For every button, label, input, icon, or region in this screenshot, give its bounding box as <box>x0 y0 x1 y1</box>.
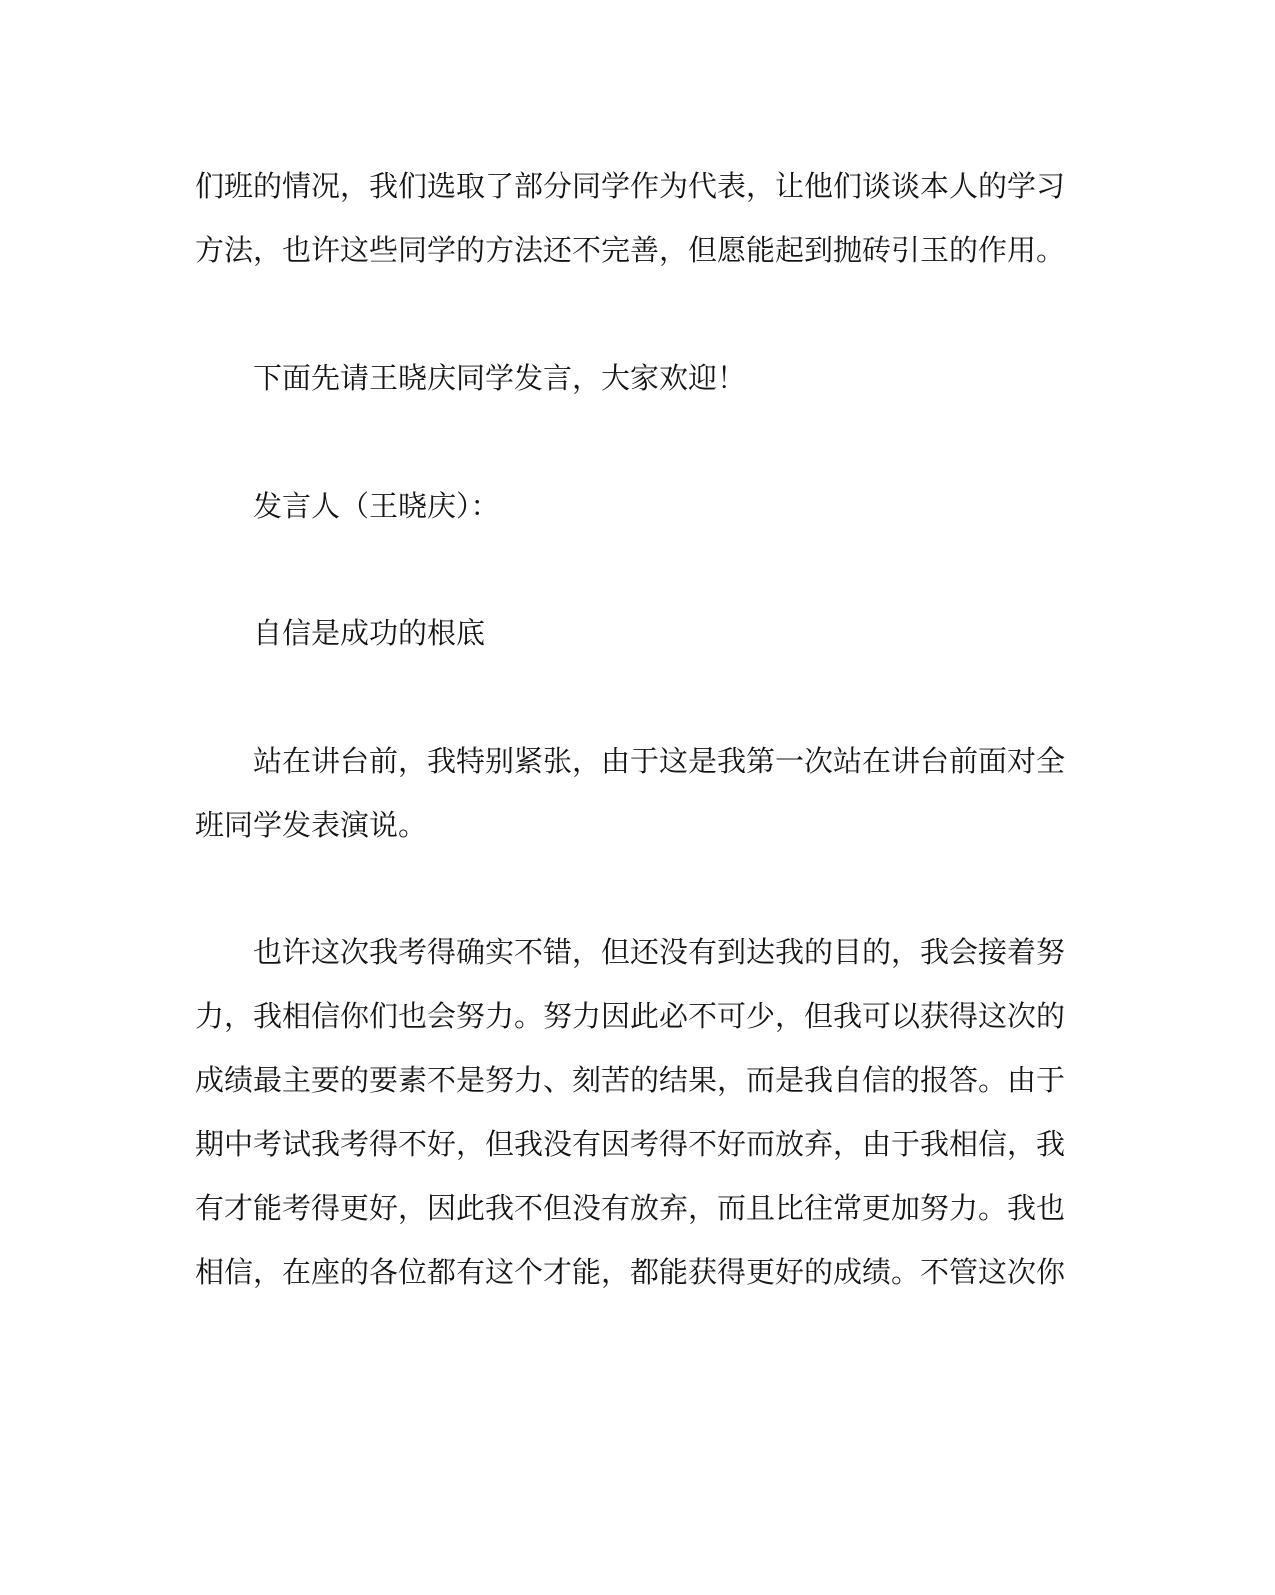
paragraph-line-9: 力，我相信你们也会努力。努力因此必不可少，但我可以获得这次的 <box>195 999 1066 1033</box>
speech-title: 自信是成功的根底 <box>253 616 486 650</box>
paragraph-line-10: 成绩最主要的要素不是努力、刻苦的结果，而是我自信的报答。由于 <box>195 1063 1066 1097</box>
paragraph-line-2: 方法，也许这些同学的方法还不完善，但愿能起到抛砖引玉的作用。 <box>195 233 1066 267</box>
paragraph-line-13: 相信，在座的各位都有这个才能，都能获得更好的成绩。不管这次你 <box>195 1255 1066 1289</box>
paragraph-line-3: 下面先请王晓庆同学发言，大家欢迎！ <box>253 361 747 395</box>
paragraph-line-1: 们班的情况，我们选取了部分同学作为代表，让他们谈谈本人的学习 <box>195 169 1066 203</box>
paragraph-line-11: 期中考试我考得不好，但我没有因考得不好而放弃，由于我相信，我 <box>195 1127 1066 1161</box>
paragraph-line-7: 班同学发表演说。 <box>195 808 428 842</box>
paragraph-line-6: 站在讲台前，我特别紧张，由于这是我第一次站在讲台前面对全 <box>253 744 1066 778</box>
paragraph-line-8: 也许这次我考得确实不错，但还没有到达我的目的，我会接着努 <box>253 935 1066 969</box>
paragraph-line-12: 有才能考得更好，因此我不但没有放弃，而且比往常更加努力。我也 <box>195 1191 1066 1225</box>
speaker-line: 发言人（王晓庆）： <box>253 489 500 523</box>
